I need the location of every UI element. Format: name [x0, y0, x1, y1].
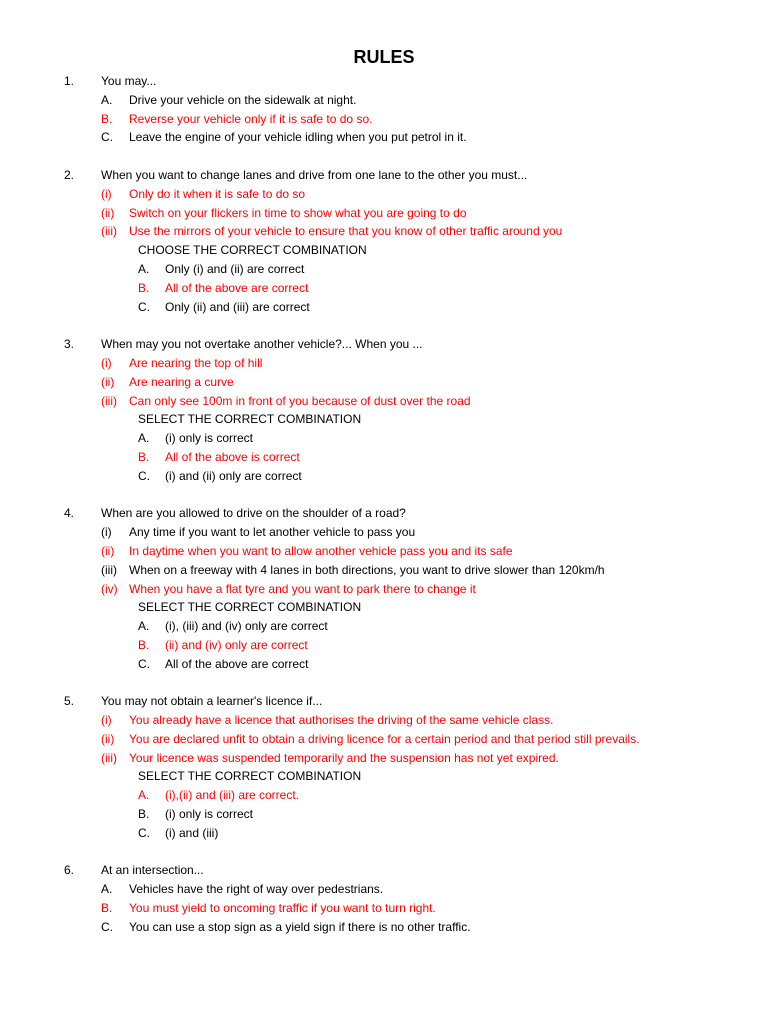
- option-label: B.: [101, 901, 113, 916]
- option-label: C.: [138, 299, 150, 314]
- statement-label: (ii): [101, 205, 115, 220]
- option-row: [0, 298, 768, 317]
- option-text: All of the above is correct: [165, 449, 300, 464]
- combination-heading: SELECT THE CORRECT COMBINATION: [138, 600, 362, 615]
- option-text: Only (i) and (ii) are correct: [165, 261, 305, 276]
- rules-list: [0, 72, 768, 937]
- option-text: Leave the engine of your vehicle idling when you put petrol in it.: [129, 130, 467, 145]
- combination-heading: CHOOSE THE CORRECT COMBINATION: [138, 243, 367, 258]
- option-label: B.: [101, 111, 113, 126]
- option-text: Vehicles have the right of way over pedestrians.: [129, 882, 384, 897]
- question-3: [0, 335, 768, 485]
- option-row: [0, 636, 768, 655]
- question-number: 4.: [64, 506, 75, 521]
- option-label: C.: [101, 919, 113, 934]
- page-title: RULES: [353, 47, 415, 67]
- statement-row: [0, 523, 768, 542]
- option-text: You can use a stop sign as a yield sign if there is no other traffic.: [129, 919, 471, 934]
- spacer: [0, 843, 768, 862]
- option-text: (ii) and (iv) only are correct: [165, 637, 308, 652]
- question-number: 5.: [64, 694, 75, 709]
- question-1: [0, 72, 768, 147]
- option-text: (i) and (ii) only are correct: [165, 468, 302, 483]
- option-text: Only (ii) and (iii) are correct: [165, 299, 310, 314]
- statement-text: When on a freeway with 4 lanes in both directions, you want to drive slower than 120km/h: [129, 562, 605, 577]
- question-row: [0, 166, 768, 185]
- statement-label: (iii): [101, 224, 117, 239]
- option-row: [0, 467, 768, 486]
- spacer: [0, 674, 768, 693]
- question-number: 1.: [64, 74, 75, 88]
- statement-label: (iii): [101, 562, 117, 577]
- option-row: [0, 128, 768, 147]
- statement-label: (ii): [101, 543, 115, 558]
- question-row: [0, 335, 768, 354]
- option-row: [0, 448, 768, 467]
- statement-text: Any time if you want to let another vehicle to pass you: [129, 525, 416, 540]
- option-row: [0, 805, 768, 824]
- spacer: [0, 147, 768, 166]
- statement-row: [0, 392, 768, 411]
- statement-label: (iv): [101, 581, 118, 596]
- statement-text: Only do it when it is safe to do so: [129, 186, 306, 201]
- option-row: [0, 260, 768, 279]
- option-text: All of the above are correct: [165, 280, 309, 295]
- question-row: [0, 504, 768, 523]
- statement-row: [0, 373, 768, 392]
- option-label: A.: [101, 882, 113, 897]
- option-label: A.: [101, 92, 113, 107]
- option-row: [0, 429, 768, 448]
- statement-row: [0, 730, 768, 749]
- option-text: (i) and (iii): [165, 825, 219, 840]
- statement-label: (i): [101, 525, 112, 540]
- question-4: [0, 504, 768, 673]
- question-text: You may...: [101, 74, 157, 88]
- statement-label: (i): [101, 355, 112, 370]
- statement-text: When you have a flat tyre and you want to park there to change it: [129, 581, 476, 596]
- statement-text: Switch on your flickers in time to show what you are going to do: [129, 205, 467, 220]
- spacer: [0, 316, 768, 335]
- question-text: When may you not overtake another vehicle?... When you ...: [101, 337, 423, 352]
- option-row: [0, 617, 768, 636]
- combination-heading: SELECT THE CORRECT COMBINATION: [138, 769, 362, 784]
- statement-label: (iii): [101, 393, 117, 408]
- option-row: [0, 91, 768, 110]
- option-text: Reverse your vehicle only if it is safe to do so.: [129, 111, 373, 126]
- option-row: [0, 110, 768, 129]
- statement-label: (iii): [101, 750, 117, 765]
- option-label: C.: [138, 825, 150, 840]
- question-text: When you want to change lanes and drive from one lane to the other you must...: [101, 167, 528, 182]
- option-row: [0, 918, 768, 937]
- statement-row: [0, 185, 768, 204]
- option-label: C.: [138, 656, 150, 671]
- combination-heading-row: [0, 241, 768, 260]
- option-text: All of the above are correct: [165, 656, 309, 671]
- option-label: A.: [138, 261, 150, 276]
- statement-text: Are nearing the top of hill: [129, 355, 263, 370]
- statement-text: You already have a licence that authorises the driving of the same vehicle class.: [129, 713, 554, 728]
- statement-row: [0, 711, 768, 730]
- statement-row: [0, 561, 768, 580]
- option-label: B.: [138, 637, 150, 652]
- option-row: [0, 655, 768, 674]
- option-text: (i), (iii) and (iv) only are correct: [165, 619, 328, 634]
- statement-text: Are nearing a curve: [129, 374, 234, 389]
- combination-heading-row: [0, 767, 768, 786]
- option-label: B.: [138, 280, 150, 295]
- statement-text: Use the mirrors of your vehicle to ensure that you know of other traffic around you: [129, 224, 563, 239]
- question-number: 3.: [64, 337, 75, 352]
- statement-label: (ii): [101, 374, 115, 389]
- statement-text: Your licence was suspended temporarily and the suspension has not yet expired.: [129, 750, 559, 765]
- statement-row: [0, 580, 768, 599]
- option-text: (i),(ii) and (iii) are correct.: [165, 788, 300, 803]
- option-row: [0, 279, 768, 298]
- option-text: You must yield to oncoming traffic if you want to turn right.: [129, 901, 436, 916]
- statement-label: (i): [101, 713, 112, 728]
- option-row: [0, 899, 768, 918]
- option-row: [0, 880, 768, 899]
- question-5: [0, 692, 768, 842]
- option-text: (i) only is correct: [165, 807, 254, 822]
- question-text: You may not obtain a learner's licence if...: [101, 694, 323, 709]
- statement-row: [0, 542, 768, 561]
- question-text: When are you allowed to drive on the shoulder of a road?: [101, 506, 406, 521]
- option-label: B.: [138, 807, 150, 822]
- combination-heading: SELECT THE CORRECT COMBINATION: [138, 412, 362, 427]
- option-label: A.: [138, 619, 150, 634]
- question-2: [0, 166, 768, 316]
- statement-label: (ii): [101, 731, 115, 746]
- option-label: A.: [138, 431, 150, 446]
- statement-row: [0, 749, 768, 768]
- spacer: [0, 486, 768, 505]
- question-number: 6.: [64, 863, 75, 878]
- option-label: A.: [138, 788, 150, 803]
- combination-heading-row: [0, 410, 768, 429]
- statement-label: (i): [101, 186, 112, 201]
- option-label: B.: [138, 449, 150, 464]
- question-row: [0, 72, 768, 91]
- combination-heading-row: [0, 598, 768, 617]
- question-number: 2.: [64, 167, 75, 182]
- statement-row: [0, 354, 768, 373]
- option-row: [0, 786, 768, 805]
- question-row: [0, 692, 768, 711]
- question-text: At an intersection...: [101, 863, 204, 878]
- statement-row: [0, 204, 768, 223]
- option-label: C.: [138, 468, 150, 483]
- statement-text: In daytime when you want to allow another vehicle pass you and its safe: [129, 543, 513, 558]
- question-row: [0, 861, 768, 880]
- option-label: C.: [101, 130, 113, 145]
- statement-row: [0, 222, 768, 241]
- option-row: [0, 824, 768, 843]
- statement-text: Can only see 100m in front of you because of dust over the road: [129, 393, 471, 408]
- statement-text: You are declared unfit to obtain a driving licence for a certain period and that period still prevails.: [129, 731, 640, 746]
- question-6: [0, 861, 768, 936]
- option-text: (i) only is correct: [165, 431, 254, 446]
- option-text: Drive your vehicle on the sidewalk at night.: [129, 92, 357, 107]
